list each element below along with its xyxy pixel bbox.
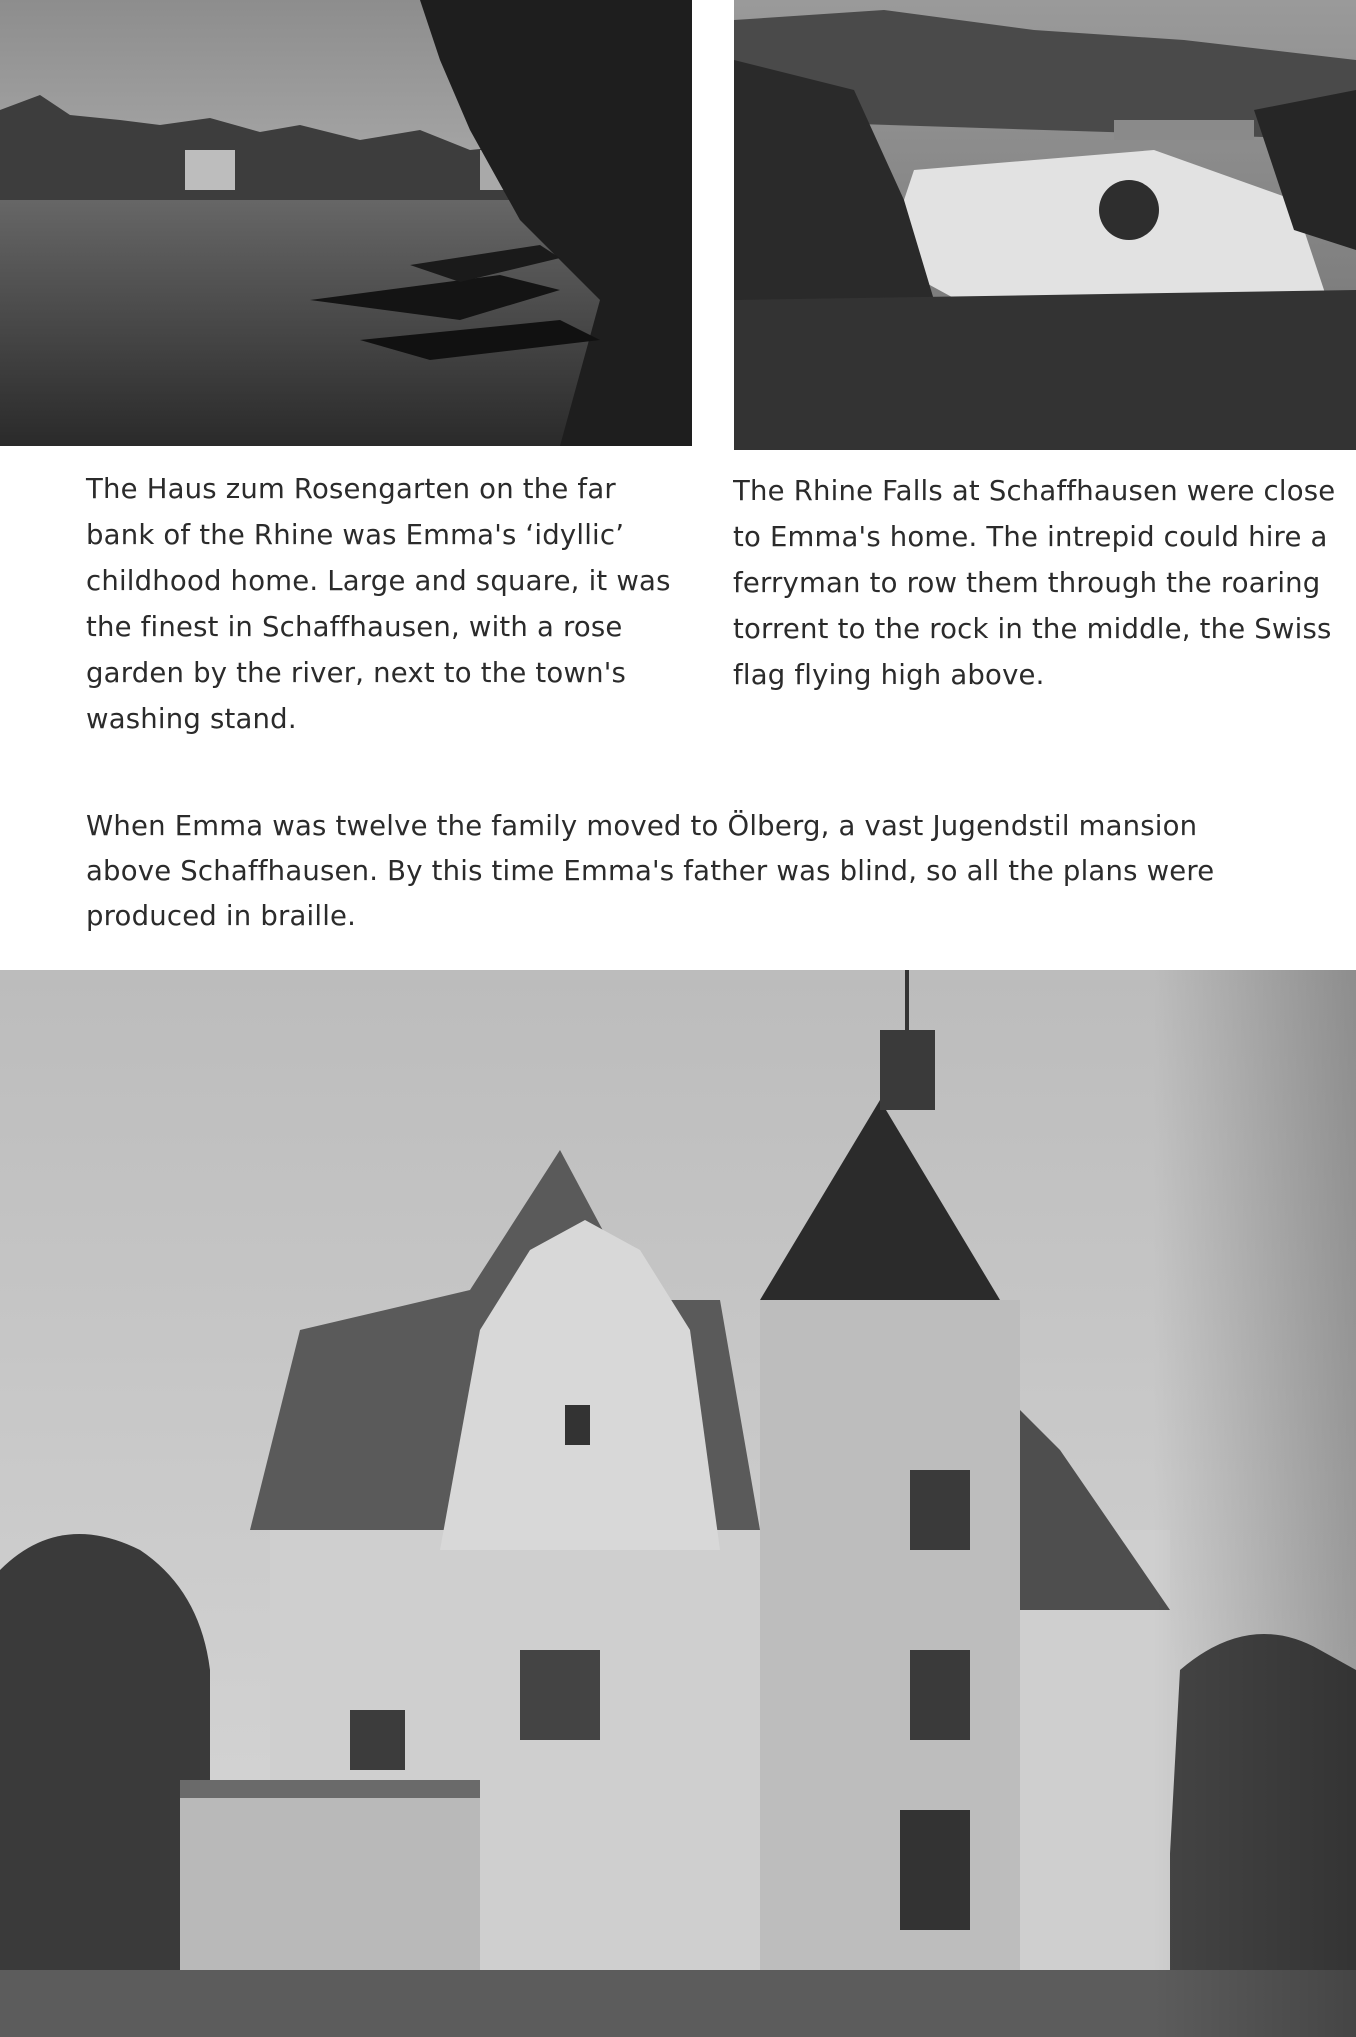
rhine-town-photo [0,0,692,446]
caption-line: garden by the river, next to the town's [86,657,627,689]
caption-line: the finest in Schaffhausen, with a rose [86,611,623,643]
olberg-mansion-photo [0,970,1356,2037]
body-paragraph [86,804,1286,939]
caption-rhine-falls [733,468,1356,698]
caption-rosengarten [86,466,696,742]
caption-line: to Emma's home. The intrepid could hire a [733,521,1328,553]
caption-line: flag flying high above. [733,659,1045,691]
caption-line: The Haus zum Rosengarten on the far [86,473,616,505]
caption-line: torrent to the rock in the middle, the Swiss [733,613,1332,645]
paragraph-line: produced in braille. [86,900,357,932]
paragraph-line: above Schaffhausen. By this time Emma's father was blind, so all the plans were [86,855,1215,887]
caption-line: The Rhine Falls at Schaffhausen were close [733,475,1336,507]
caption-line: washing stand. [86,703,297,735]
caption-line: childhood home. Large and square, it was [86,565,671,597]
caption-line: ferryman to row them through the roaring [733,567,1321,599]
paragraph-line: When Emma was twelve the family moved to Ölberg, a vast Jugendstil mansion [86,810,1198,842]
caption-line: bank of the Rhine was Emma's ‘idyllic’ [86,519,625,551]
rhine-falls-photo [734,0,1356,450]
